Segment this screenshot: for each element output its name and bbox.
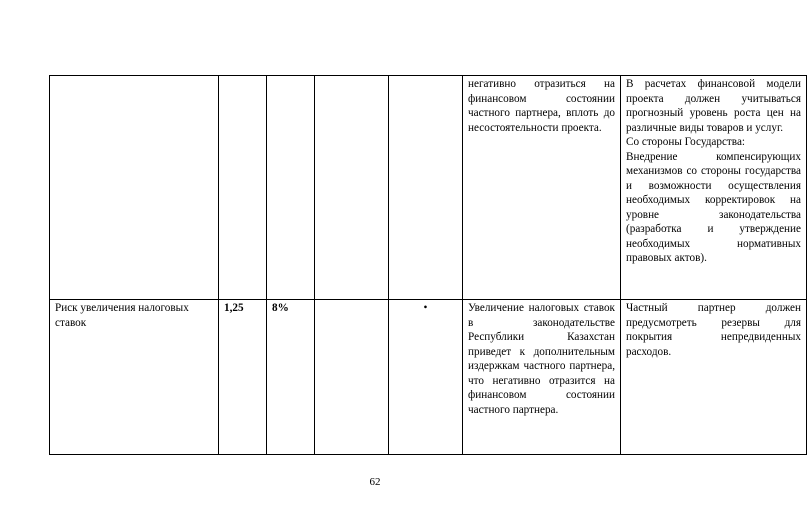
- measures-cell: [621, 300, 807, 455]
- table-row: [50, 300, 807, 455]
- page-number: 62: [369, 476, 381, 488]
- table-row: [50, 76, 807, 300]
- probability-cell: 1,25: [219, 300, 267, 455]
- measures-paragraph: Частный партнер должен предусмотреть резервы для покрытия непредвиденных расходов.: [626, 302, 801, 358]
- marker-cell: •: [389, 300, 463, 455]
- marker-cell: [389, 76, 463, 300]
- measures-paragraph: В расчетах финансовой модели проекта должен учитываться прогнозный уровень роста цен на различные виды товаров и услуг.: [626, 78, 801, 134]
- risk-name-cell: Риск увеличения налоговых ставок: [50, 300, 219, 455]
- risk-name-cell: [50, 76, 219, 300]
- impact-cell: 8%: [267, 300, 315, 455]
- impact-cell: [267, 76, 315, 300]
- effect-cell: негативно отразиться на финансовом состоянии частного партнера, вплоть до несостоятельности проекта.: [463, 76, 621, 300]
- measures-paragraph: Внедрение компенсирующих механизмов со стороны государства и возможности осуществления необходимых корректировок на уровне законодательства (разработка и утверждение необходимых нормативных правовых актов).: [626, 150, 801, 264]
- probability-cell: [219, 76, 267, 300]
- empty-cell: [315, 76, 389, 300]
- measures-paragraph: Со стороны Государства:: [626, 136, 746, 148]
- empty-cell: [315, 300, 389, 455]
- risk-table: [49, 75, 807, 455]
- effect-cell: Увеличение налоговых ставок в законодательстве Республики Казахстан приведет к дополнительным издержкам частного партнера, что негативно отразится на финансовом состоянии частного партнера.: [463, 300, 621, 455]
- measures-cell: [621, 76, 807, 300]
